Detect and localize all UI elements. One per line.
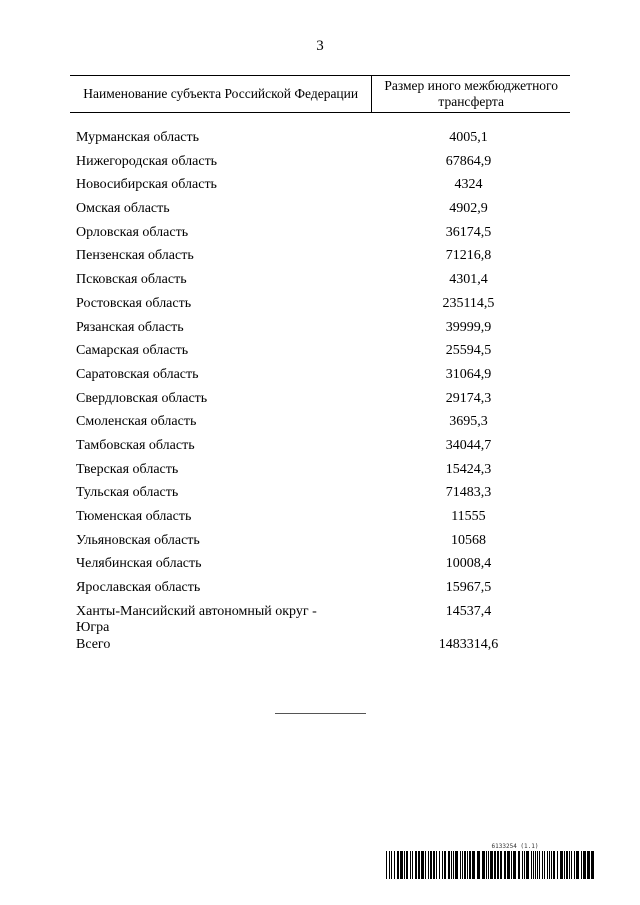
transfer-amount: 4301,4 [449,272,488,288]
region-name: Тульская область [76,485,179,501]
region-name: Орловская область [76,224,189,240]
table-row [70,509,570,533]
table-row [70,154,570,178]
transfer-amount: 67864,9 [445,153,492,169]
table-row [70,533,570,557]
transfer-amount: 4902,9 [449,201,488,217]
table-row [70,367,570,391]
table-row [70,201,570,225]
table-header [70,75,570,113]
table-row [70,462,570,486]
transfer-amount: 29174,3 [445,390,492,406]
transfer-amount: 31064,9 [445,366,492,382]
region-name: Саратовская область [76,366,199,382]
transfer-amount: 4005,1 [449,130,488,145]
transfer-amount: 71216,8 [445,248,492,264]
table-row [70,556,570,580]
region-name: Свердловская область [76,390,208,406]
transfer-table [70,75,570,660]
table-row [70,272,570,296]
table-row [70,248,570,272]
table-row [70,604,570,637]
table-row [70,320,570,344]
region-name: Новосибирская область [76,177,217,193]
region-name: Пензенская область [76,248,194,264]
header-transfer-amount: Размер иного межбюджетного трансферта [384,78,558,109]
barcode-icon [384,851,596,879]
transfer-amount: 15424,3 [445,461,492,477]
table-row [70,580,570,604]
transfer-amount: 15967,5 [445,580,492,596]
region-name: Челябинская область [76,556,202,572]
transfer-amount: 10008,4 [445,556,492,572]
table-row [70,296,570,320]
transfer-amount: 71483,3 [445,485,492,501]
document-barcode [384,843,596,879]
table-row [70,130,570,154]
transfer-amount: 10568 [450,532,486,548]
table-row [70,391,570,415]
region-name: Ульяновская область [76,532,200,548]
header-region-name: Наименование субъекта Российской Федерации [70,76,372,112]
transfer-amount: 4324 [454,177,483,193]
table-body [70,113,570,660]
transfer-amount: 25594,5 [445,343,492,359]
region-name: Ханты-Мансийский автономный округ - Югра [76,603,317,636]
transfer-amount: 34044,7 [445,437,492,453]
transfer-amount: 1483314,6 [438,636,499,652]
table-row [70,343,570,367]
table-row [70,177,570,201]
transfer-amount: 11555 [451,509,486,524]
end-separator-line [275,713,366,714]
transfer-amount: 39999,9 [445,319,492,335]
region-name: Ярославская область [76,580,201,596]
transfer-amount: 235114,5 [442,295,495,311]
transfer-amount: 14537,4 [445,603,492,619]
transfer-amount: 36174,5 [445,224,492,240]
page-number: 3 [316,38,324,54]
region-name: Мурманская область [76,130,200,145]
region-name: Псковская область [76,272,187,288]
region-name: Ростовская область [76,295,192,311]
region-name: Тверская область [76,461,179,477]
region-name: Рязанская область [76,319,184,335]
region-name: Самарская область [76,343,189,359]
region-name: Омская область [76,201,170,217]
table-row [70,225,570,249]
region-name: Нижегородская область [76,153,218,169]
region-name: Тамбовская область [76,437,195,453]
barcode-label: 6133254 (1.1) [491,843,539,850]
region-name: Смоленская область [76,414,197,430]
table-row [70,438,570,462]
region-name: Всего [76,636,111,652]
transfer-amount: 3695,3 [449,414,488,430]
table-row [70,637,570,661]
table-row [70,485,570,509]
table-row [70,414,570,438]
region-name: Тюменская область [76,509,192,524]
